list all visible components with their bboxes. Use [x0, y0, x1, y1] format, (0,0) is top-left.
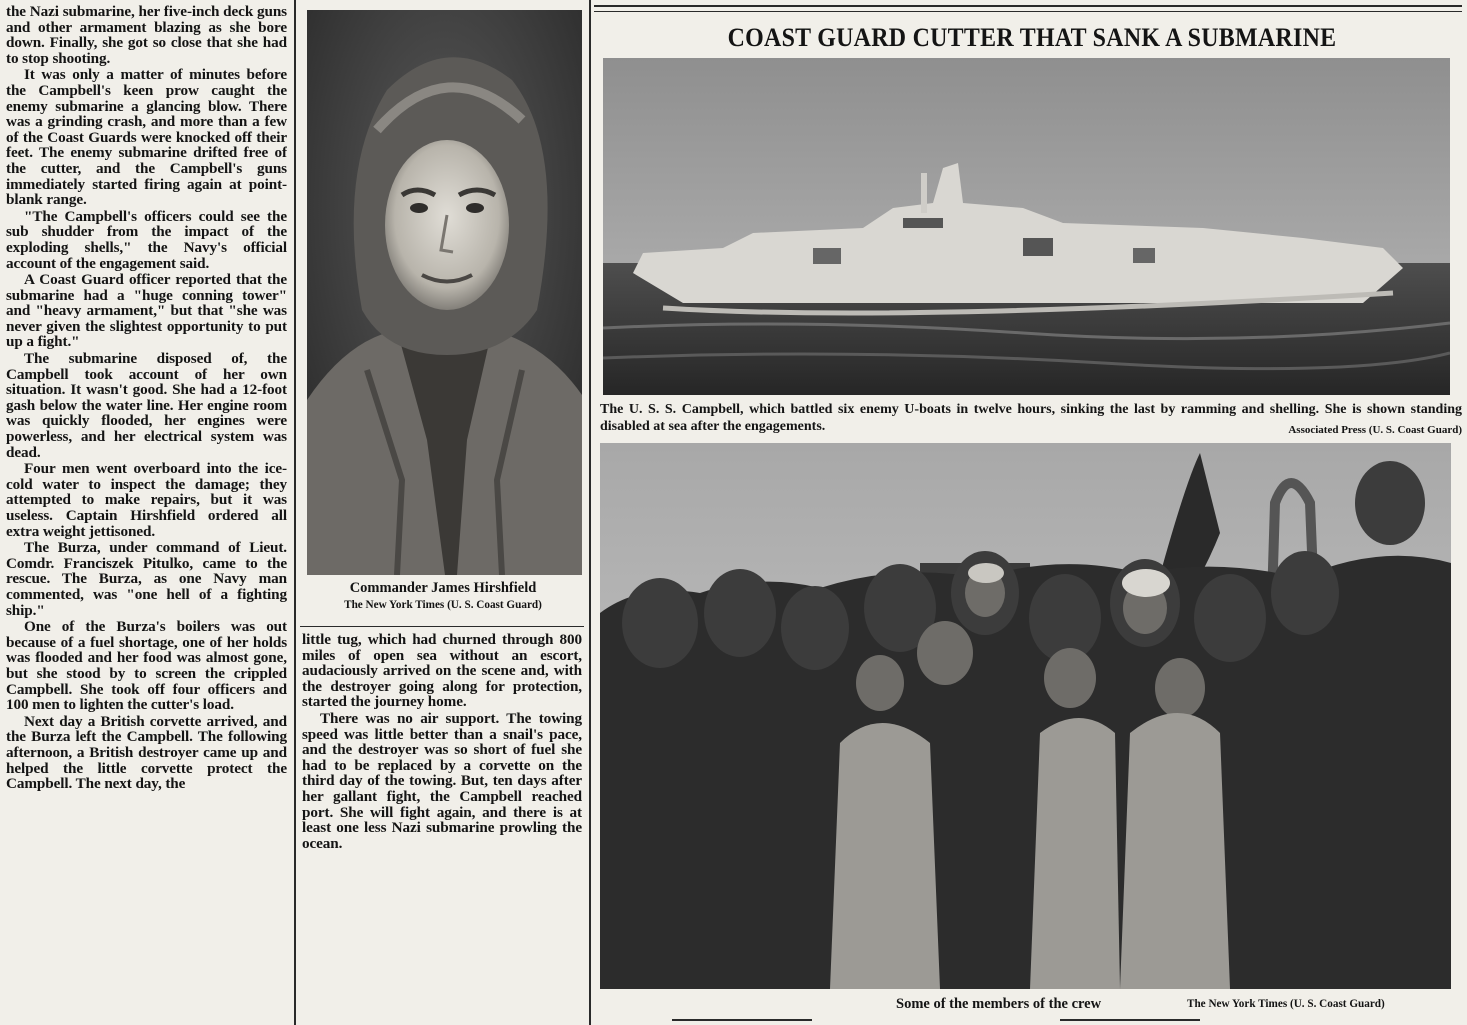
bottom-rule: [672, 1019, 812, 1021]
feature-headline: COAST GUARD CUTTER THAT SANK A SUBMARINE: [727, 23, 1337, 52]
paragraph: the Nazi submarine, her five-inch deck guns and other armament blazing as she bore down. Finally, she got so close that she had to stop shooting.: [6, 4, 287, 67]
crew-photo: [600, 443, 1451, 989]
paragraph: A Coast Guard officer reported that the submarine had a "huge conning tower" and "heavy armament," but that "she was never given the slightest opportunity to put up a fight.": [6, 271, 287, 351]
portrait-caption: Commander James Hirshfield: [349, 580, 537, 596]
paragraph: One of the Burza's boilers was out because of a fuel shortage, one of her holds was flooded and her food was almost gone, but she stood by to screen the crippled Campbell. She took off four officers and 100 men to lighten the cutter's load.: [6, 618, 287, 714]
ship-caption-text: The U. S. S. Campbell, which battled six enemy U-boats in twelve hours, sinking the last by ramming and shelling. She is shown standing disabled at sea after the engagements.: [600, 402, 1462, 434]
column2-rule: [300, 626, 584, 627]
bottom-rule-2: [1060, 1019, 1200, 1021]
crew-credit: The New York Times (U. S. Coast Guard): [1187, 998, 1385, 1010]
portrait-credit: The New York Times (U. S. Coast Guard): [344, 599, 542, 611]
article-column-1: [6, 4, 287, 1025]
paragraph: "The Campbell's officers could see the sub shudder from the impact of the exploding shells," the Navy's official account of the engagement said.: [6, 207, 287, 272]
column-rule-2: [589, 0, 591, 1025]
top-rule: [594, 5, 1462, 7]
ship-credit: Associated Press (U. S. Coast Guard): [1288, 424, 1462, 436]
paragraph: It was only a matter of minutes before the Campbell's keen prow caught the enemy submarine a glancing blow. There was a grinding crash, and more than a few of the Coast Guards were knocked off their feet. The enemy submarine drifted free of the cutter, and the Campbell's guns immediately started firing again at point-blank range.: [6, 66, 287, 209]
ship-photo: [603, 58, 1450, 395]
column-rule-1: [294, 0, 296, 1025]
paragraph: little tug, which had churned through 800 miles of open sea without an escort, audaciously arrived on the scene and, with the destroyer going along for protection, started the journey home.: [302, 632, 582, 711]
paragraph: There was no air support. The towing speed was little better than a snail's pace, and the destroyer was so short of fuel she had to be replaced by a corvette on the third day of the towing. But, ten days after her gallant fight, the Campbell reached port. She will fight again, and there is at least one less Nazi submarine prowling the ocean.: [302, 709, 582, 852]
paragraph: The Burza, under command of Lieut. Comdr. Franciszek Pitulko, came to the rescue. The Burza, as one Navy man commented, was "one hell of a fighting ship.": [6, 539, 287, 619]
paragraph: Four men went overboard into the ice-cold water to inspect the damage; they attempted to make repairs, but it was useless. Captain Hirshfield ordered all extra weight jettisoned.: [6, 460, 287, 540]
paragraph: Next day a British corvette arrived, and the Burza left the Campbell. The following afternoon, a British destroyer came up and helped the little corvette protect the Campbell. The next day, the: [6, 712, 287, 793]
portrait-photo: [307, 10, 582, 575]
paragraph: The submarine disposed of, the Campbell took account of her own situation. It wasn't good. She had a 12-foot gash below the water line. Her engine room was quickly flooded, her engines were powerless, and her electrical system was dead.: [6, 350, 287, 461]
crew-caption: Some of the members of the crew: [896, 996, 1102, 1012]
article-column-2: [302, 632, 582, 922]
ship-caption: [600, 401, 1462, 439]
top-rule-thin: [594, 11, 1462, 12]
